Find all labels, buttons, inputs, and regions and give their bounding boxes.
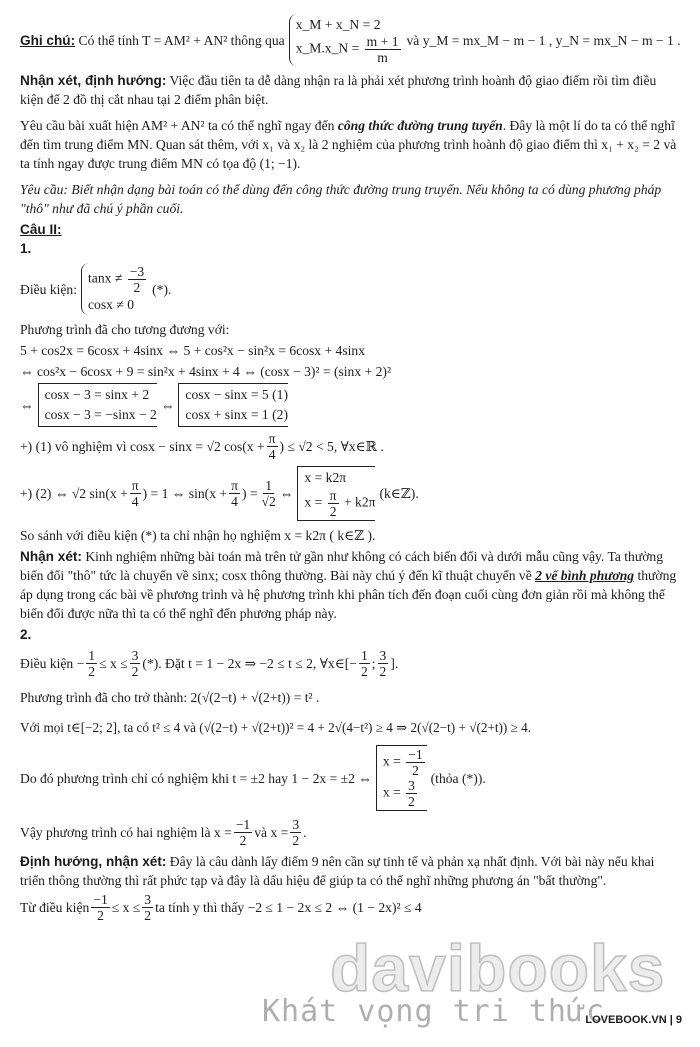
watermark-brand: davibooks — [330, 931, 666, 1005]
condition-tag: (*). — [152, 281, 172, 297]
part-1-label: 1. — [20, 241, 32, 256]
remark-orientation-1 — [20, 71, 682, 109]
part-2-cond-a: Điều kiện − — [20, 656, 85, 671]
part-2-solution-2-num: 3 — [408, 778, 415, 793]
request-label: Yêu cầu: — [20, 182, 68, 197]
equation-3-left-set — [38, 383, 157, 427]
case-2-solution-2-a: x = — [304, 494, 323, 510]
case-1-text-a: +) (1) vô nghiệm vì cosx − sinx = √2 cos(x + — [20, 439, 265, 454]
part-2-cond-frac-2-num: 3 — [131, 648, 139, 663]
case-2-text-a: +) (2) ⇔ √2 sin(x + — [20, 486, 128, 501]
last-line-frac-2 — [142, 892, 153, 923]
equation-3-right-1: cosx − sinx = 5 (1) — [185, 387, 288, 402]
part-2-solution-2-x: x = — [382, 784, 401, 800]
orientation-remark-label: Định hướng, nhận xét: — [20, 854, 167, 869]
part-2-solution-1-x: x = — [382, 753, 401, 769]
case-2-frac-2 — [229, 478, 240, 509]
remark-median-formula — [20, 116, 682, 173]
part-2-solution-1-den: 2 — [412, 763, 419, 778]
part-2-cond-frac-1-den: 2 — [88, 664, 96, 679]
case-2-frac-3-num: 1 — [265, 478, 273, 493]
part-2-cond-frac-2-den: 2 — [131, 664, 139, 679]
case-2-frac-2-den: 4 — [231, 494, 238, 509]
part-2-solution-2 — [383, 778, 427, 809]
part-2-cond-frac-3-den: 2 — [360, 664, 368, 679]
last-line-frac-1 — [91, 892, 109, 923]
part-2-label: 2. — [20, 627, 32, 642]
note-sys-line-1: x_M + x_N = 2 — [295, 17, 381, 32]
case-2-solution-2 — [304, 488, 375, 519]
part-2-transformed-equation: Phương trình đã cho trở thành: 2(√(2−t) + √(2+t)) = t² . — [20, 690, 320, 705]
remark-orientation-label: Nhận xét, định hướng: — [20, 73, 167, 88]
case-2-frac-1 — [130, 478, 141, 509]
case-1-frac-den: 4 — [268, 447, 276, 462]
case-2-kz: (k∈ℤ). — [379, 486, 419, 501]
part-2-solution-step — [20, 745, 682, 811]
remark-experience-text-a: Kinh nghiệm những bài toán mà trên tử gần như không có cách biến đổi và dưới mẫu cũng vậy. Ta thường biến đổi "thô" tức là chuyển về sinx; cosx thông thường. Bài này chú ý đến kĩ thuật chuyển về — [20, 549, 663, 583]
note-sys-num: m + 1 — [366, 34, 399, 49]
remark-experience — [20, 547, 682, 623]
note-sys-line-2-text: x_M.x_N = — [295, 40, 360, 56]
equation-2: ⇔ cos²x − 6cosx + 9 = sin²x + 4sinx + 4 ⇔ (cosx − 3)² = (sinx + 2)² — [20, 364, 392, 379]
remark-median-text-a: Yêu cầu bài xuất hiện AM² + AN² ta có thể nghĩ ngay đến — [20, 118, 335, 133]
last-line — [20, 892, 682, 923]
case-2 — [20, 466, 682, 521]
condition-den: 2 — [133, 280, 141, 295]
part-2-condition — [20, 648, 682, 679]
last-line-b: ≤ x ≤ — [111, 900, 141, 915]
case-2-solution-1: x = k2π — [304, 470, 347, 485]
condition-num: −3 — [129, 264, 145, 279]
part-2-conclusion-frac-1-num: −1 — [235, 817, 251, 832]
last-line-c: ta tính y thì thấy −2 ≤ 1 − 2x ≤ 2 ⇔ (1 − 2x)² ≤ 4 — [155, 900, 422, 915]
note-sys-line-2 — [296, 34, 403, 65]
case-2-frac-3 — [260, 478, 278, 509]
part-2-conclusion-c: . — [303, 825, 307, 840]
page-footer: LOVEBOOK.VN | 9 — [585, 1014, 682, 1026]
equation-3-arrow-2: ⇔ — [160, 397, 175, 413]
part-2-conclusion-b: và x = — [254, 825, 289, 840]
part-2-solution-ok: (thỏa (*)). — [430, 770, 486, 786]
part-2-cond-frac-3 — [359, 648, 370, 679]
part-2-cond-frac-1-num: 1 — [88, 648, 96, 663]
condition-system — [81, 263, 148, 315]
note-sys-den: m — [377, 50, 388, 65]
part-2-solution-text: Do đó phương trình chỉ có nghiệm khi t = ±2 hay 1 − 2x = ±2 ⇔ — [20, 770, 372, 786]
request-paragraph — [20, 180, 682, 218]
equation-3-right-set — [178, 383, 288, 427]
request-text: Biết nhận dạng bài toán có thể dùng đến công thức đường trung truyến. Nếu không ta có dùng phương pháp "thô" như đã chú ý phần cuối. — [20, 182, 662, 216]
part-2-conclusion — [20, 817, 682, 848]
last-line-a: Từ điều kiện — [20, 900, 90, 915]
part-2-solution-1-frac — [406, 747, 424, 778]
part-2-solution-1-num: −1 — [408, 747, 423, 762]
part-2-cond-b: ≤ x ≤ — [99, 656, 128, 671]
part-2-cond-e: ]. — [390, 656, 399, 671]
case-2-solution-set — [297, 466, 375, 521]
case-2-frac-2-num: π — [231, 478, 238, 493]
case-1-frac-num: π — [268, 431, 276, 446]
last-line-frac-1-den: 2 — [97, 908, 104, 923]
remark-experience-label: Nhận xét: — [20, 549, 82, 564]
case-2-text-b: ) = 1 ⇔ sin(x + — [142, 486, 228, 501]
part-2-cond-frac-4-den: 2 — [379, 664, 387, 679]
part-2-cond-frac-4 — [378, 648, 389, 679]
equivalent-text: Phương trình đã cho tương đương với: — [20, 322, 230, 337]
condition-tan: tanx ≠ — [88, 270, 123, 286]
part-2-solution-1 — [383, 747, 427, 778]
part-2-solution-set — [376, 745, 427, 811]
remark-median-text-b: . Đây là một lí do ta có thể nghĩ đến tìm trung điểm MN. Quan sát thêm, với x₁ và x₂ là 2 nghiệm của phương trình hoành độ giao điểm thì x₁ + x₂ = 2 và ta tính ngay được trung điểm MN có tọa độ (1; −1). — [20, 118, 677, 171]
last-line-frac-2-num: 3 — [144, 892, 152, 907]
condition-fraction — [128, 264, 146, 295]
compare-condition: So sánh với điều kiện (*) ta chỉ nhận họ nghiệm x = k2π ( k∈ℤ ). — [20, 528, 376, 543]
condition-label: Điều kiện: — [20, 281, 78, 297]
condition-line — [20, 263, 682, 315]
remark-orientation-text: Việc đầu tiên ta dễ dàng nhận ra là phải xét phương trình hoành độ giao điểm rồi tìm điều kiện để 2 đồ thị cắt nhau tại 2 điểm phân biệt. — [20, 73, 657, 107]
note-text-2: và y_M = mx_M − m − 1 , y_N = mx_N − m − 1 . — [406, 32, 681, 48]
equation-1: 5 + cos2x = 6cosx + 4sinx ⇔ 5 + cos²x − sin²x = 6cosx + 4sinx — [20, 343, 366, 358]
part-2-cond-frac-4-num: 3 — [379, 648, 387, 663]
case-2-frac-1-num: π — [131, 478, 139, 493]
equation-3-arrow: ⇔ — [20, 397, 34, 413]
orientation-remark — [20, 852, 682, 890]
case-2-solution-frac-num: π — [329, 488, 337, 503]
note-sys-fraction — [365, 34, 401, 65]
remark-median-emphasis: công thức đường trung tuyến — [337, 118, 503, 133]
part-2-inequality: Với mọi t∈[−2; 2], ta có t² ≤ 4 và (√(2−t) + √(2+t))² = 4 + 2√(4−t²) ≥ 4 ⇒ 2(√(2−t) + √(2+t)) ≥ 4. — [20, 720, 532, 735]
part-2-cond-d: ; — [371, 656, 376, 671]
case-2-frac-1-den: 4 — [131, 494, 139, 509]
part-2-cond-frac-2 — [130, 648, 141, 679]
part-2-solution-2-frac — [406, 778, 417, 809]
part-2-cond-frac-3-num: 1 — [360, 648, 368, 663]
case-2-solution-frac — [328, 488, 339, 519]
equation-3-left-1: cosx − 3 = sinx + 2 — [44, 387, 150, 402]
case-1 — [20, 431, 682, 462]
note-label: Ghi chú: — [20, 32, 76, 48]
condition-line-2: cosx ≠ 0 — [88, 297, 134, 312]
question-2-title: Câu II: — [20, 222, 62, 237]
orientation-remark-text: Đây là câu dành lấy điểm 9 nên cần sự tinh tế và phản xạ nhất định. Với bài này nếu khai triển thông thường thì rất phức tạp và đây là dấu hiệu để giúp ta có thể nghĩ những phương án "bất thường". — [20, 854, 655, 888]
case-2-solution-frac-den: 2 — [329, 504, 337, 519]
equation-3 — [20, 383, 682, 427]
part-2-cond-c: (*). Đặt t = 1 − 2x ⇒ −2 ≤ t ≤ 2, ∀x∈[− — [142, 656, 357, 671]
part-2-conclusion-frac-1 — [234, 817, 252, 848]
last-line-frac-1-num: −1 — [93, 892, 108, 907]
condition-line-1 — [88, 264, 148, 295]
watermark-slogan: Khát vọng tri thức — [262, 994, 606, 1029]
part-2-solution-2-den: 2 — [408, 794, 415, 809]
part-2-conclusion-frac-2-den: 2 — [292, 833, 300, 848]
case-2-frac-3-den: √2 — [261, 494, 276, 509]
part-2-conclusion-a: Vậy phương trình có hai nghiệm là x = — [20, 825, 232, 840]
case-2-text-c: ) = — [241, 486, 258, 501]
equation-3-right-2: cosx + sinx = 1 (2) — [185, 407, 288, 422]
part-2-conclusion-frac-2 — [290, 817, 301, 848]
note-text-1: Có thể tính T = AM² + AN² thông qua — [78, 32, 285, 48]
case-1-frac — [267, 431, 278, 462]
part-2-conclusion-frac-1-den: 2 — [239, 833, 247, 848]
last-line-frac-2-den: 2 — [144, 908, 152, 923]
note-system — [289, 14, 403, 66]
case-1-text-b: ) ≤ √2 < 5, ∀x∈ℝ . — [279, 439, 384, 454]
part-2-conclusion-frac-2-num: 3 — [292, 817, 300, 832]
remark-experience-text-b: thường áp dụng trong các bài về phương trình và hệ phương trình khi phân tích đến đoạn cuối cùng đơn giản rồi mà không thể biến đổi được nữa thì ta có thể nghĩ đến phương pháp này. — [20, 568, 677, 621]
equation-3-left-2: cosx − 3 = −sinx − 2 — [44, 407, 157, 422]
case-2-solution-2-b: + k2π — [343, 494, 376, 510]
remark-experience-emphasis: 2 vế bình phương — [535, 568, 635, 583]
case-2-arrow: ⇔ — [279, 486, 294, 501]
note-line — [20, 14, 682, 66]
part-2-cond-frac-1 — [86, 648, 97, 679]
